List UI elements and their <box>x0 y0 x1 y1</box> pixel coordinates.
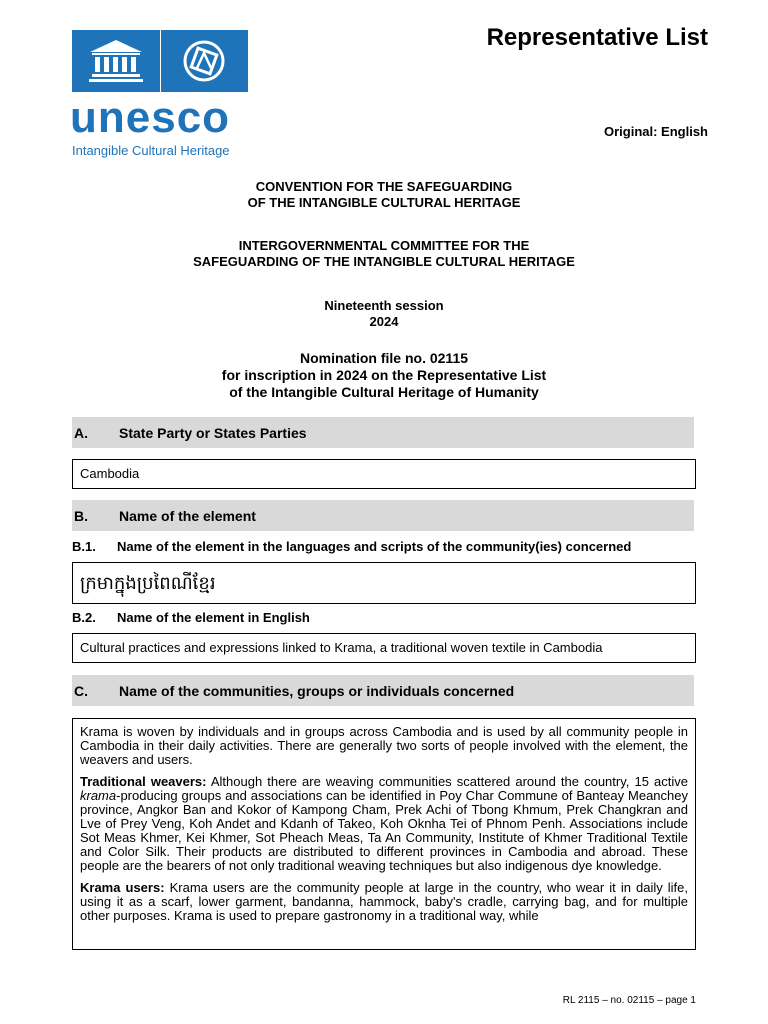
state-party-box: Cambodia <box>72 459 696 489</box>
communities-intro: Krama is woven by individuals and in groups across Cambodia and is used by all community people in Cambodia in their daily activities. There are generally two sorts of people involved with the element, the weavers and users. <box>80 724 688 767</box>
weavers-paragraph: Traditional weavers: Although there are weaving communities scattered around the country, 15 active krama-producing groups and associations can be identified in Poy Char Commune of Banteay Meanchey province, Angkor Ban and Kokor of Kampong Cham, Prek Achi of Tbong Khmum, Prek Changkran and Lve of Prey Veng, Koh Andet and Kdanh of Takeo, Koh Oknha Tei of Phnom Penh. Associations include Sot Meas Khmer, Kei Khmer, Sot Pheach Meas, Ta An Community, Institute of Khmer Traditional Textile and Color Silk. Their products are distributed to different provinces in Cambodia and abroad. These people are the bearers of not only traditional weaving techniques but also indigenous dye knowledge. <box>80 774 688 873</box>
users-paragraph: Krama users: Krama users are the community people at large in the country, who wear it in daily life, using it as a scarf, lower garment, bandanna, hammock, baby's cradle, carrying bag, and for multiple other purposes. Krama is used to prepare gastronomy in a traditional way, while <box>80 880 688 923</box>
unesco-logo-box <box>72 30 248 92</box>
ich-emblem-icon <box>161 30 249 92</box>
committee-heading: INTERGOVERNMENTAL COMMITTEE FOR THE SAFEGUARDING OF THE INTANGIBLE CULTURAL HERITAGE <box>193 238 575 269</box>
section-b1-heading: B.1. Name of the element in the languages and scripts of the community(ies) concerned <box>72 539 632 554</box>
document-title: Representative List <box>486 24 708 51</box>
session-heading: Nineteenth session 2024 <box>324 298 444 329</box>
unesco-wordmark: unesco <box>70 93 231 142</box>
ich-subtitle: Intangible Cultural Heritage <box>72 143 230 158</box>
convention-heading: CONVENTION FOR THE SAFEGUARDING OF THE INTANGIBLE CULTURAL HERITAGE <box>247 179 521 210</box>
section-c-header: C. Name of the communities, groups or individuals concerned <box>72 675 694 706</box>
khmer-name-box: ក្រមាក្នុងប្រពៃណីខ្មែរ <box>72 562 696 604</box>
section-b2-heading: B.2. Name of the element in English <box>72 610 310 625</box>
section-b-header: B. Name of the element <box>72 500 694 531</box>
unesco-temple-icon <box>72 30 161 92</box>
nomination-heading: Nomination file no. 02115 for inscription in 2024 on the Representative List of the Intangible Cultural Heritage of Humanity <box>221 350 547 400</box>
communities-box <box>72 718 696 950</box>
english-name-box: Cultural practices and expressions linked to Krama, a traditional woven textile in Cambodia <box>72 633 696 663</box>
page-footer: RL 2115 – no. 02115 – page 1 <box>562 995 696 1006</box>
original-language: Original: English <box>603 124 708 139</box>
section-a-header: A. State Party or States Parties <box>72 417 694 448</box>
